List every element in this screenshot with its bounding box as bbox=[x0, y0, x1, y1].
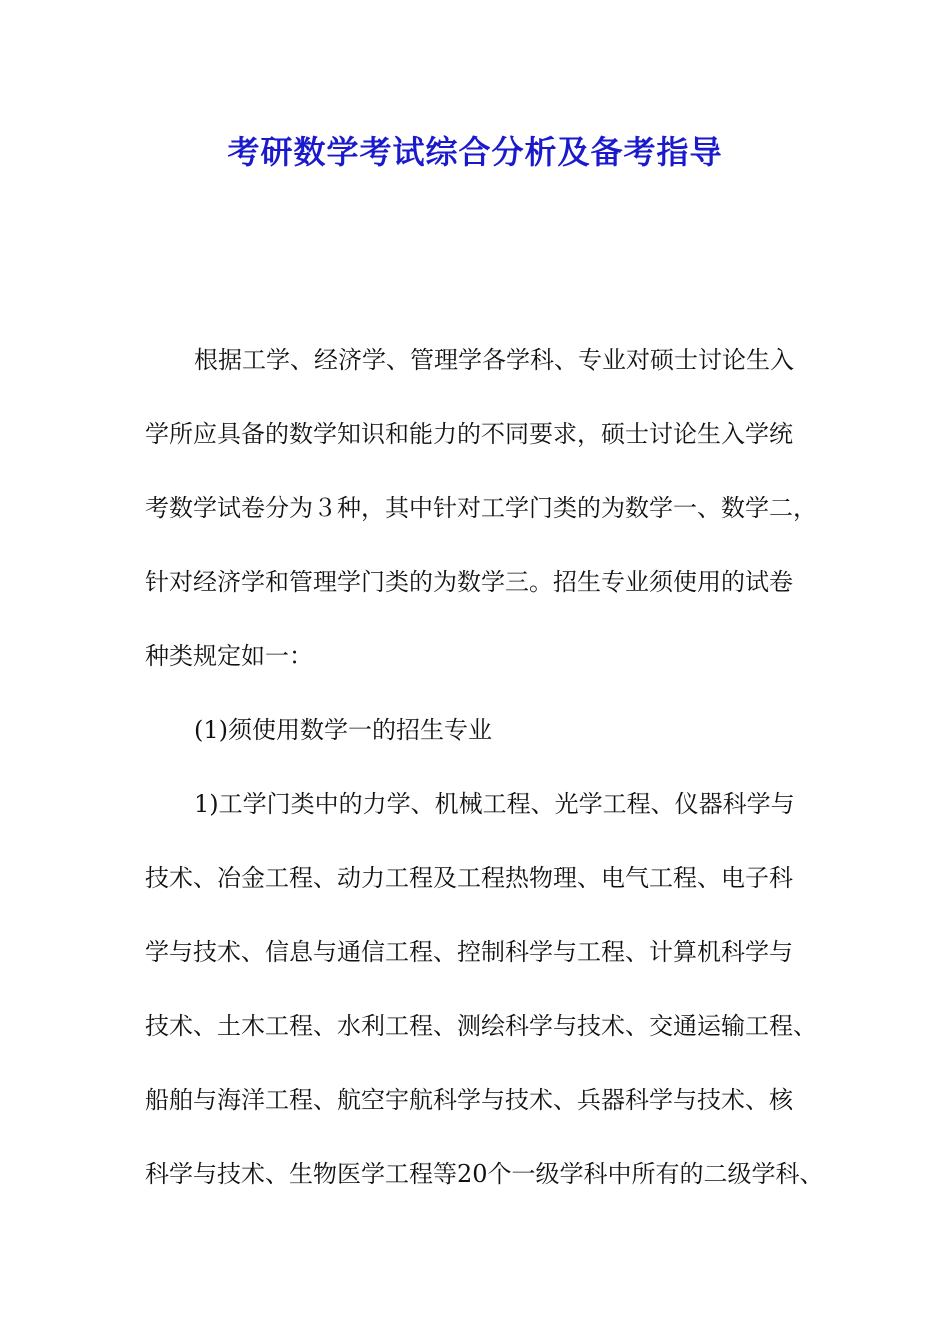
paragraph-line: 1)工学门类中的力学、机械工程、光学工程、仪器科学与 bbox=[194, 790, 795, 818]
paragraph-line: 学与技术、信息与通信工程、控制科学与工程、计算机科学与 bbox=[145, 938, 793, 966]
paragraph-line: 根据工学、经济学、管理学各学科、专业对硕士讨论生入 bbox=[194, 346, 794, 374]
paragraph-line: 船舶与海洋工程、航空宇航科学与技术、兵器科学与技术、核 bbox=[145, 1086, 793, 1114]
paragraph-line: 技术、冶金工程、动力工程及工程热物理、电气工程、电子科 bbox=[145, 864, 793, 892]
document-title: 考研数学考试综合分析及备考指导 bbox=[227, 133, 723, 171]
paragraph-line: 科学与技术、生物医学工程等20个一级学科中所有的二级学科、 bbox=[145, 1160, 824, 1188]
paragraph-line: 种类规定如一： bbox=[145, 642, 313, 670]
paragraph-line: 考数学试卷分为３种，其中针对工学门类的为数学一、数学二， bbox=[145, 494, 817, 522]
paragraph-line: 学所应具备的数学知识和能力的不同要求，硕士讨论生入学统 bbox=[145, 420, 793, 448]
paragraph-line: 技术、土木工程、水利工程、测绘科学与技术、交通运输工程、 bbox=[145, 1012, 817, 1040]
paragraph-line: 针对经济学和管理学门类的为数学三。招生专业须使用的试卷 bbox=[145, 568, 793, 596]
section-heading: (1)须使用数学一的招生专业 bbox=[194, 716, 492, 744]
